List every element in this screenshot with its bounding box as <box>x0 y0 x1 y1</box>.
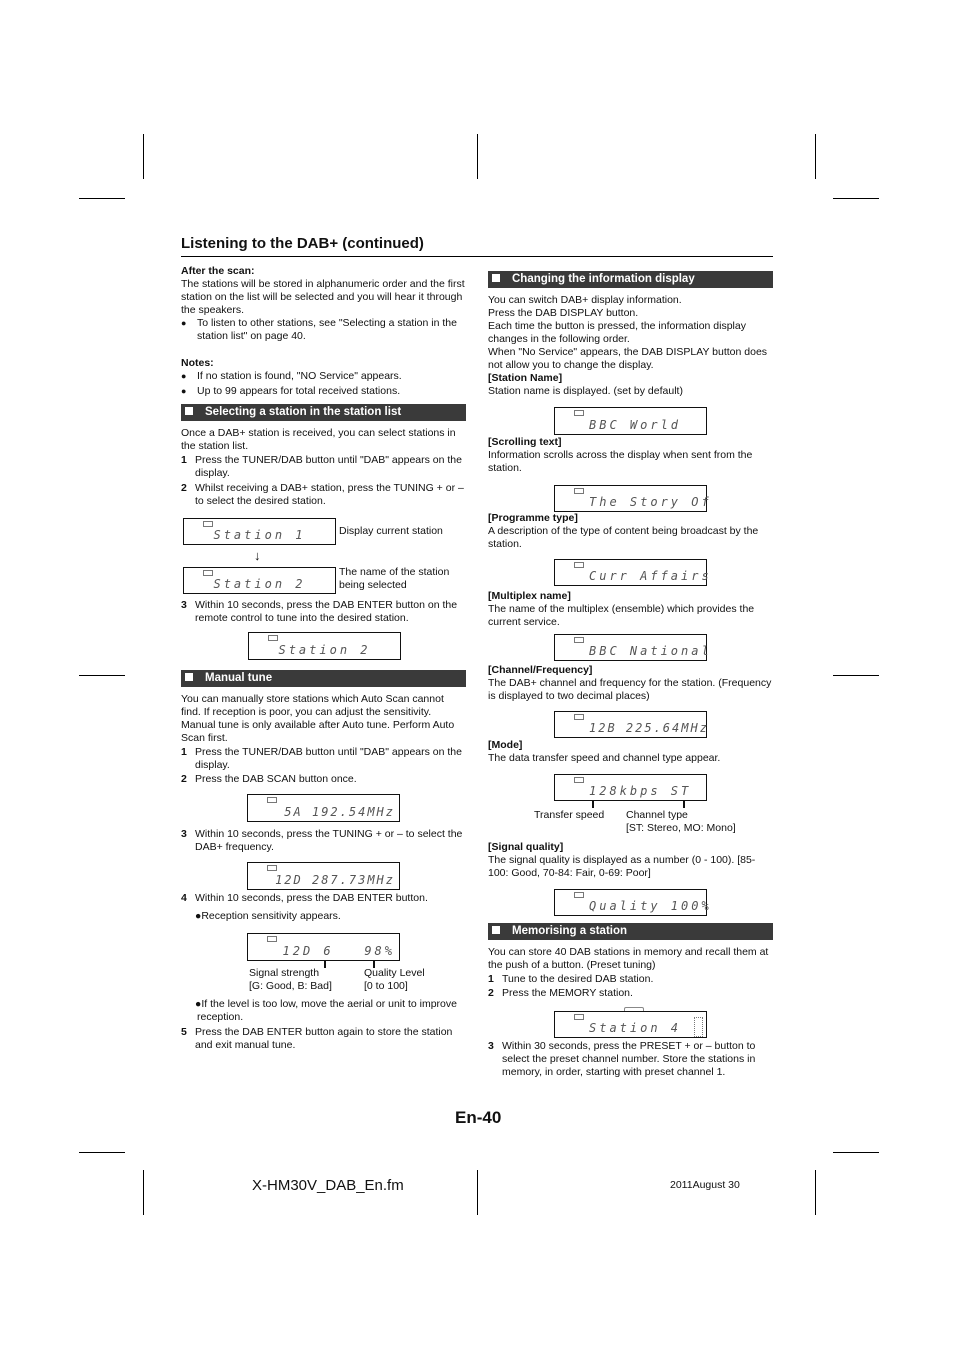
lcd-display <box>554 485 712 512</box>
crop-mark <box>79 198 125 199</box>
lcd-text: 12D 287.73MHz <box>275 873 395 887</box>
mode-block: [Mode] The data transfer speed and channel type appear. <box>488 739 721 764</box>
manual-intro: You can manually store stations which Auto Scan cannot find. If reception is poor, you can adjust the sensitivity. Manual tune is only available after Auto tune. Perform Auto Scan first. <box>181 693 455 744</box>
step: 2 Press the MEMORY station. <box>488 987 633 999</box>
notes-label: Notes: <box>181 357 214 369</box>
dab-indicator-icon <box>268 635 278 641</box>
select-step-3: 3 Within 10 seconds, press the DAB ENTER button on the remote control to tune into the desired station. <box>181 599 458 624</box>
dab-indicator-icon <box>267 865 277 871</box>
signal-strength-label: Signal strength [G: Good, B: Bad] <box>249 967 332 992</box>
square-bullet-icon <box>492 926 500 934</box>
transfer-speed-label: Transfer speed <box>534 809 605 821</box>
section-heading-info-display: Changing the information display <box>488 271 773 288</box>
lcd-text: 5A 192.54MHz <box>284 805 395 819</box>
dab-indicator-icon <box>574 777 584 783</box>
lcd-display <box>554 711 707 738</box>
manual-tune-end <box>181 998 466 1052</box>
lcd-display <box>183 567 336 594</box>
step: 2 Press the DAB SCAN button once. <box>181 773 357 785</box>
info-display-intro: You can switch DAB+ display information. Press the DAB DISPLAY button. Each time the button is pressed, the information display changes in the following order. When "No Service" appears, the DAB DISPLAY button does not allow you to change the display. [Station Name] Station name is displayed. (set by default) <box>488 294 773 398</box>
step: 1 Press the TUNER/DAB button until "DAB" appears on the display. <box>181 454 462 479</box>
lcd-text: Quality 100% <box>589 899 712 913</box>
crop-mark <box>833 675 879 676</box>
select-station-intro: Once a DAB+ station is received, you can select stations in the station list. <box>181 427 456 452</box>
station-name-text: Station name is displayed. (set by default) <box>488 385 683 397</box>
step: 2 Whilst receiving a DAB+ station, press the TUNING + or – to select the desired station. <box>181 482 464 507</box>
section-heading-select-station: Selecting a station in the station list <box>181 404 466 421</box>
lcd-display <box>554 774 707 801</box>
lcd-display <box>554 559 712 586</box>
step: 1 Press the TUNER/DAB button until "DAB" appears on the display. <box>181 746 462 771</box>
footer-date: 2011August 30 <box>670 1179 740 1191</box>
lcd-display <box>183 518 336 545</box>
programme-type-block: [Programme type] A description of the type of content being broadcast by the station. <box>488 512 759 550</box>
title-divider <box>181 256 773 257</box>
select-station-body <box>181 427 466 508</box>
lcd-text: Station 4 <box>589 1021 682 1035</box>
channel-frequency-block: [Channel/Frequency] The DAB+ channel and frequency for the station. (Frequency is displayed to two decimal places) <box>488 664 772 702</box>
manual-step-4: 4 Within 10 seconds, press the DAB ENTER button. ●Reception sensitivity appears. <box>181 892 466 923</box>
step: 1 Tune to the desired DAB station. <box>488 973 654 985</box>
crop-mark <box>477 1170 478 1215</box>
lcd-text: 12B 225.64MHz <box>589 721 709 735</box>
crop-mark <box>143 1170 144 1215</box>
dab-indicator-icon <box>574 892 584 898</box>
square-bullet-icon <box>185 407 193 415</box>
lcd-display <box>554 407 707 435</box>
lcd-text: Station 2 <box>278 643 371 657</box>
lcd-caption: Display current station <box>339 525 443 537</box>
lcd-text: BBC National <box>589 644 712 658</box>
scrolling-text-block: [Scrolling text] Information scrolls across the display when sent from the station. <box>488 436 753 474</box>
crop-mark <box>815 1170 816 1215</box>
crop-mark <box>79 1152 125 1153</box>
dab-indicator-icon <box>574 488 584 494</box>
lcd-display <box>247 862 400 890</box>
quality-level-label: Quality Level [0 to 100] <box>364 967 425 992</box>
lcd-text: Curr Affairs <box>589 569 712 583</box>
dab-indicator-icon <box>574 1014 584 1020</box>
after-scan-text: The stations will be stored in alphanumeric order and the first station on the list will be selected and you will hear it through the speakers. <box>181 278 465 316</box>
lcd-display <box>554 634 712 661</box>
reception-note: ●Reception sensitivity appears. <box>195 910 341 922</box>
dab-indicator-icon <box>203 570 213 576</box>
memorising-step-3: 3 Within 30 seconds, press the PRESET + or – button to select the preset channel number. Store the stations in memory, in order, starting with preset channel 1. <box>488 1040 756 1078</box>
page-number: En-40 <box>455 1108 502 1127</box>
arrow-down-icon: ↓ <box>254 548 261 563</box>
manual-tune-body <box>181 693 466 786</box>
crop-mark <box>477 134 478 179</box>
pointer-line <box>683 801 685 808</box>
lcd-text: 12D 6 98% <box>282 944 395 958</box>
dab-indicator-icon <box>267 936 277 942</box>
signal-quality-block: [Signal quality] The signal quality is displayed as a number (0 - 100). [85-100: Good, 70-84: Fair, 0-69: Poor] <box>488 841 756 879</box>
crop-mark <box>833 198 879 199</box>
dab-indicator-icon <box>574 637 584 643</box>
section-heading-memorising: Memorising a station <box>488 923 773 940</box>
footer-filename: X-HM30V_DAB_En.fm <box>252 1177 404 1194</box>
crop-mark <box>79 675 125 676</box>
station-name-label: [Station Name] <box>488 372 563 384</box>
after-scan-bullet: ● To listen to other stations, see "Selecting a station in the station list" on page 40. <box>181 317 466 343</box>
dab-indicator-icon <box>203 521 213 527</box>
lcd-caption: The name of the station being selected <box>339 566 450 591</box>
note-item: ● Up to 99 appears for total received stations. <box>181 385 466 398</box>
square-bullet-icon <box>185 673 193 681</box>
dab-indicator-icon <box>574 410 584 416</box>
pointer-line <box>592 801 594 808</box>
dab-indicator-icon <box>267 797 277 803</box>
crop-mark <box>833 1152 879 1153</box>
lcd-text: Station 2 <box>213 577 306 591</box>
crop-mark <box>143 134 144 179</box>
memorising-body: You can store 40 DAB stations in memory and recall them at the push of a button. (Preset tuning) 1 Tune to the desired DAB station. 2 Press the MEMORY station. <box>488 946 773 1000</box>
page-title: Listening to the DAB+ (continued) <box>181 235 424 252</box>
dab-indicator-icon <box>574 562 584 568</box>
lcd-display <box>247 933 400 961</box>
crop-mark <box>815 134 816 179</box>
section-heading-manual-tune: Manual tune <box>181 670 466 687</box>
lcd-text: Station 1 <box>213 528 306 542</box>
after-scan-label: After the scan: <box>181 265 255 277</box>
multiplex-name-block: [Multiplex name] The name of the multiplex (ensemble) which provides the current service. <box>488 590 755 628</box>
lcd-display <box>554 1011 707 1038</box>
left-column <box>181 265 466 398</box>
lcd-text: BBC World <box>589 418 682 432</box>
square-bullet-icon <box>492 274 500 282</box>
level-note: ●If the level is too low, move the aerial or unit to improve reception. <box>195 998 457 1023</box>
lcd-display <box>554 889 712 916</box>
dab-indicator-icon <box>574 714 584 720</box>
lcd-text: The Story Of <box>589 495 712 509</box>
note-item: ● If no station is found, "NO Service" appears. <box>181 370 466 383</box>
lcd-display <box>248 632 401 660</box>
lcd-text: 128kbps ST <box>589 784 692 798</box>
channel-type-label: Channel type [ST: Stereo, MO: Mono] <box>626 809 736 834</box>
manual-step-3: 3 Within 10 seconds, press the TUNING + or – to select the DAB+ frequency. <box>181 828 463 853</box>
preset-number-blink-icon <box>694 1017 703 1037</box>
lcd-display <box>247 794 400 822</box>
step: 5 Press the DAB ENTER button again to store the station and exit manual tune. <box>181 1026 453 1051</box>
